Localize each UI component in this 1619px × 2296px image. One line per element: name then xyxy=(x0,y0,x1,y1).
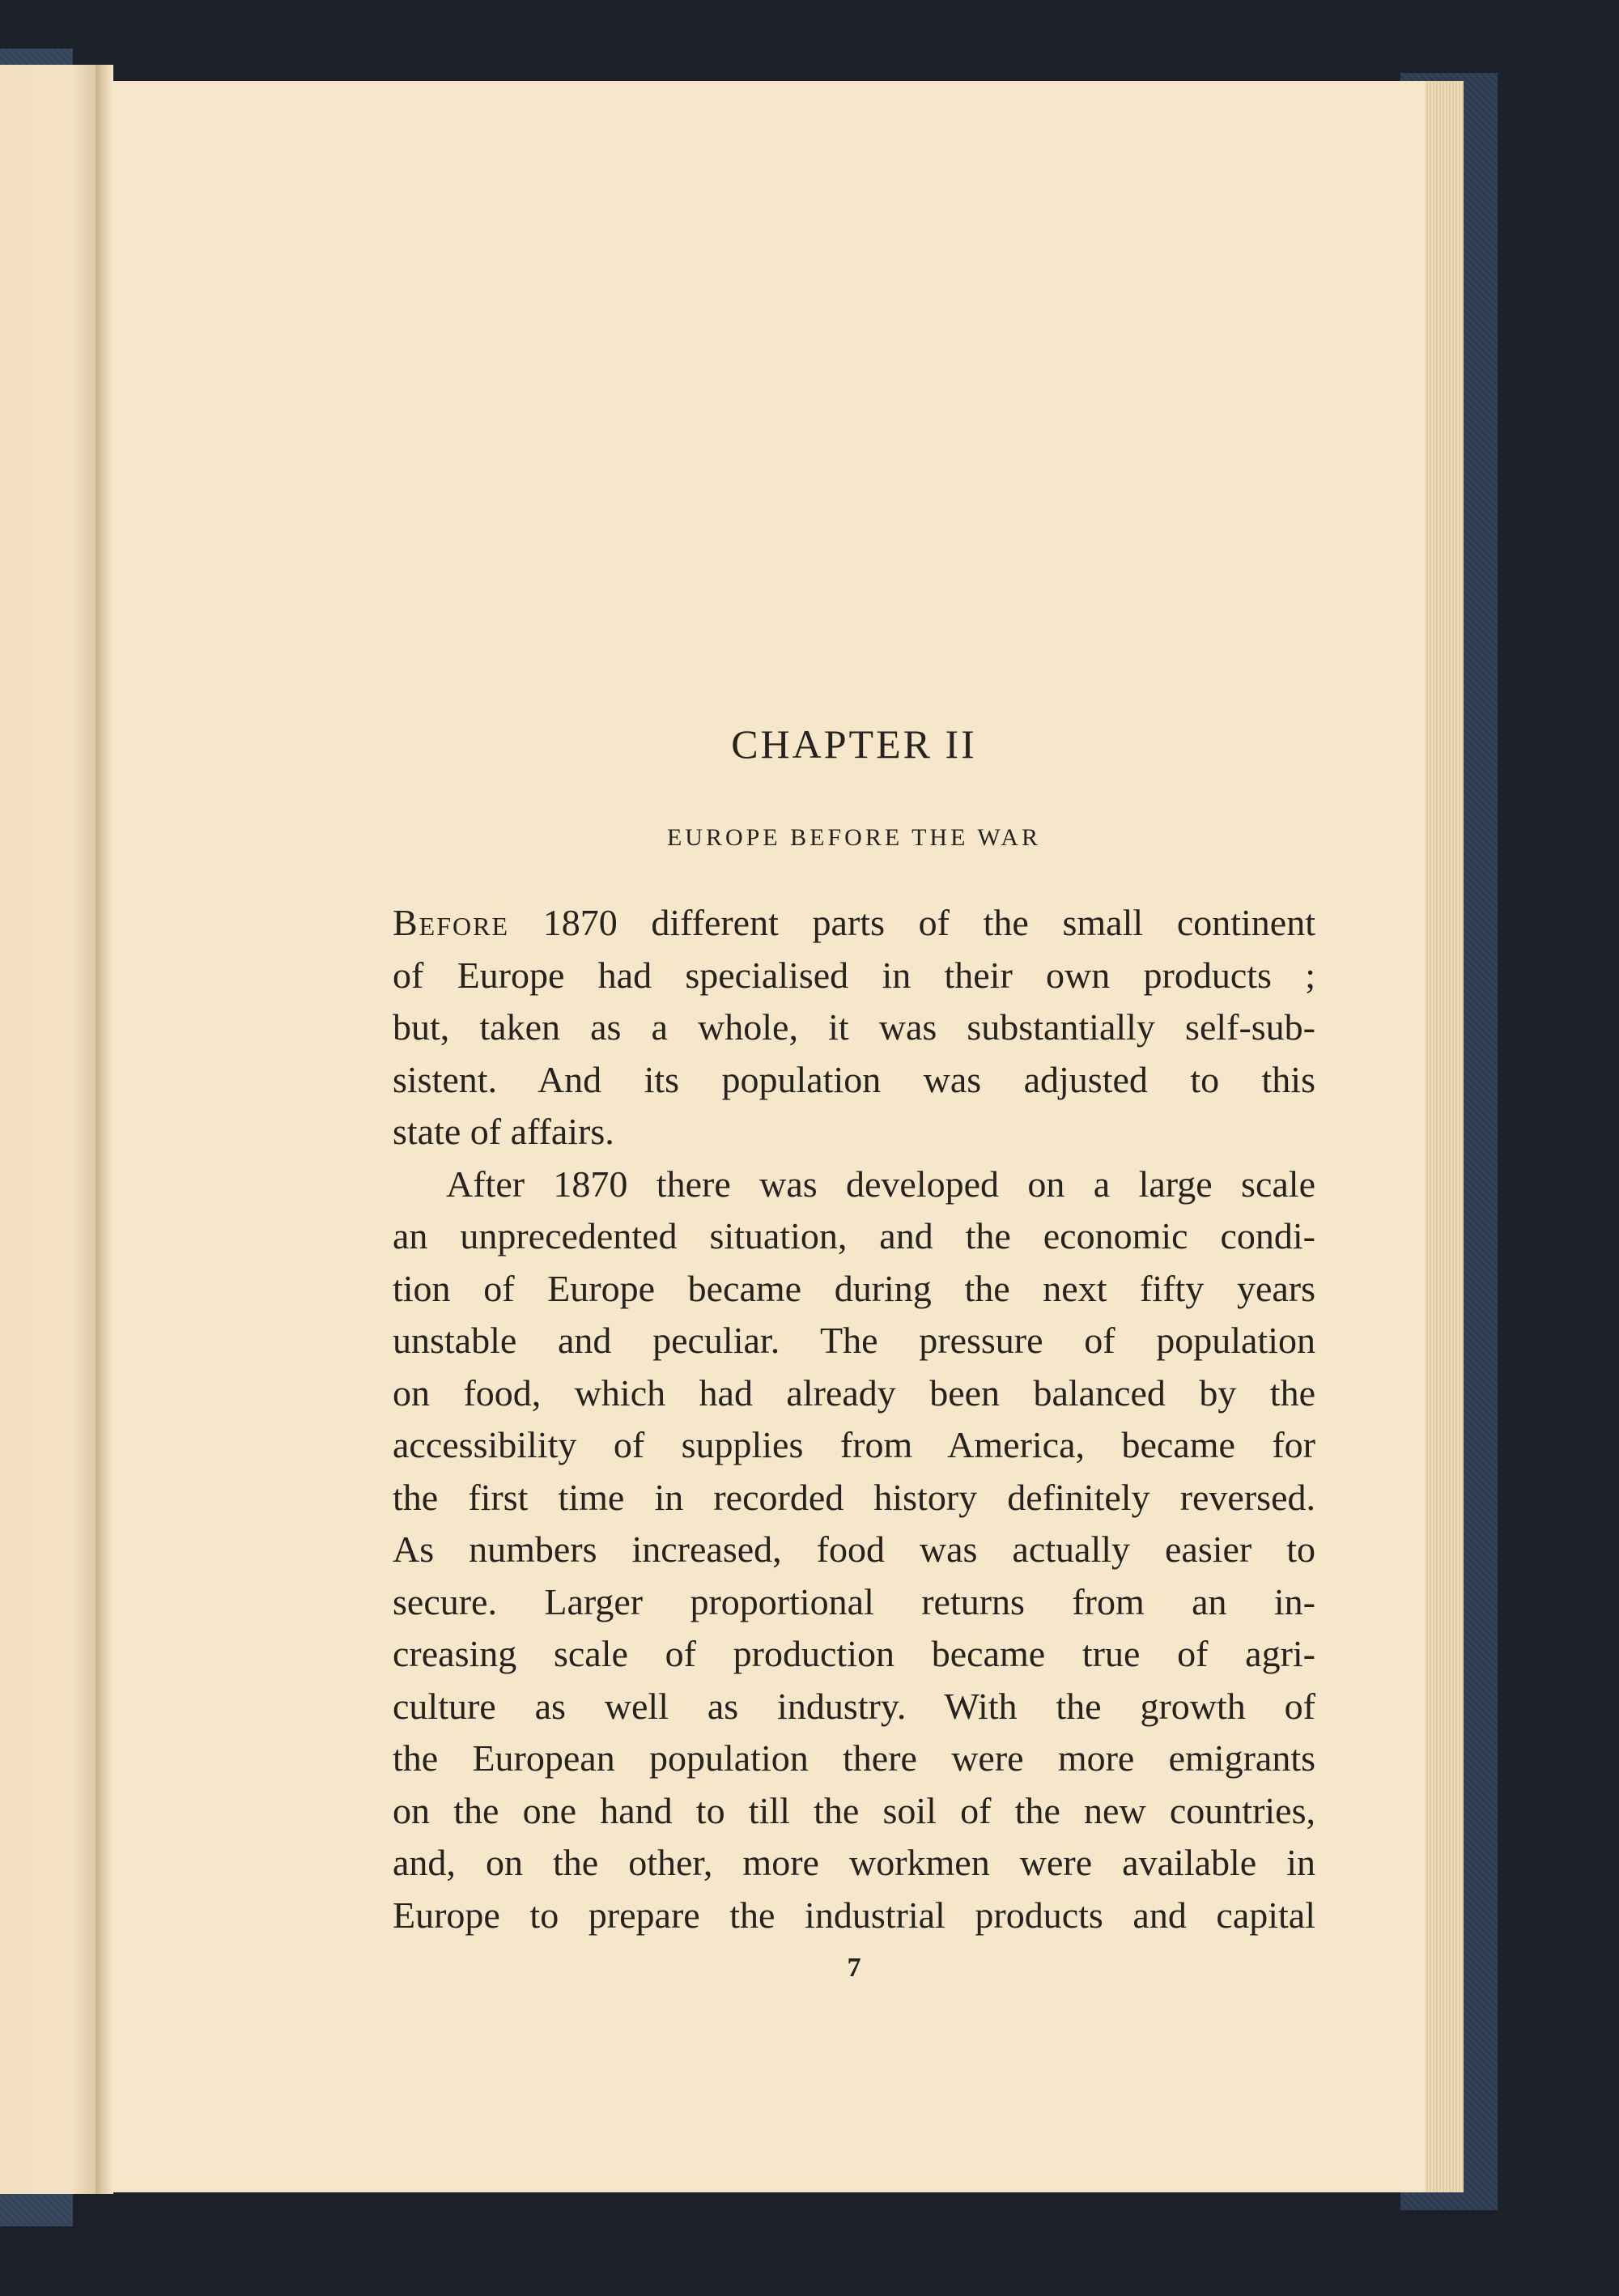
text-line: creasing scale of production became true of agri- xyxy=(393,1633,1315,1674)
text-line: accessibility of supplies from America, became for xyxy=(393,1424,1315,1465)
text-line: Before 1870 different parts of the small continent xyxy=(393,902,1315,943)
page-number: 7 xyxy=(847,1953,861,1983)
text-line: state of affairs. xyxy=(393,1111,614,1152)
text-line: sistent. And its population was adjusted to this xyxy=(393,1058,1315,1100)
text-line: on the one hand to till the soil of the new countries, xyxy=(393,1789,1315,1831)
text-line: tion of Europe became during the next fifty years xyxy=(393,1267,1315,1309)
text-line: As numbers increased, food was actually easier to xyxy=(393,1529,1315,1570)
page-stack-edge xyxy=(1425,81,1464,2192)
text-line: and, on the other, more workmen were available in xyxy=(393,1842,1315,1883)
text-line: an unprecedented situation, and the economic condi- xyxy=(393,1215,1315,1256)
right-page xyxy=(112,81,1457,2192)
book-gutter xyxy=(96,65,113,2194)
text-line: the European population there were more emigrants xyxy=(393,1737,1315,1779)
lead-word: Before xyxy=(393,902,510,943)
text-line: secure. Larger proportional returns from an in- xyxy=(393,1580,1315,1622)
text-line: Europe to prepare the industrial products and capital xyxy=(393,1894,1315,1936)
text-line: After 1870 there was developed on a large scale xyxy=(446,1163,1315,1205)
paragraph-2 xyxy=(393,1159,1315,1942)
text-line: unstable and peculiar. The pressure of population xyxy=(393,1320,1315,1361)
body-text xyxy=(393,897,1315,1941)
text-line: culture as well as industry. With the growth of xyxy=(393,1685,1315,1727)
left-page-edge xyxy=(0,65,101,2194)
text-line: of Europe had specialised in their own products ; xyxy=(393,954,1315,996)
text-line: on food, which had already been balanced by the xyxy=(393,1371,1315,1414)
chapter-subtitle: EUROPE BEFORE THE WAR xyxy=(666,824,1042,851)
text-line: the first time in recorded history definitely reversed. xyxy=(393,1476,1315,1518)
text-line: but, taken as a whole, it was substantially self-sub- xyxy=(393,1006,1315,1048)
chapter-title: CHAPTER II xyxy=(731,721,977,767)
paragraph-1 xyxy=(393,897,1315,1159)
